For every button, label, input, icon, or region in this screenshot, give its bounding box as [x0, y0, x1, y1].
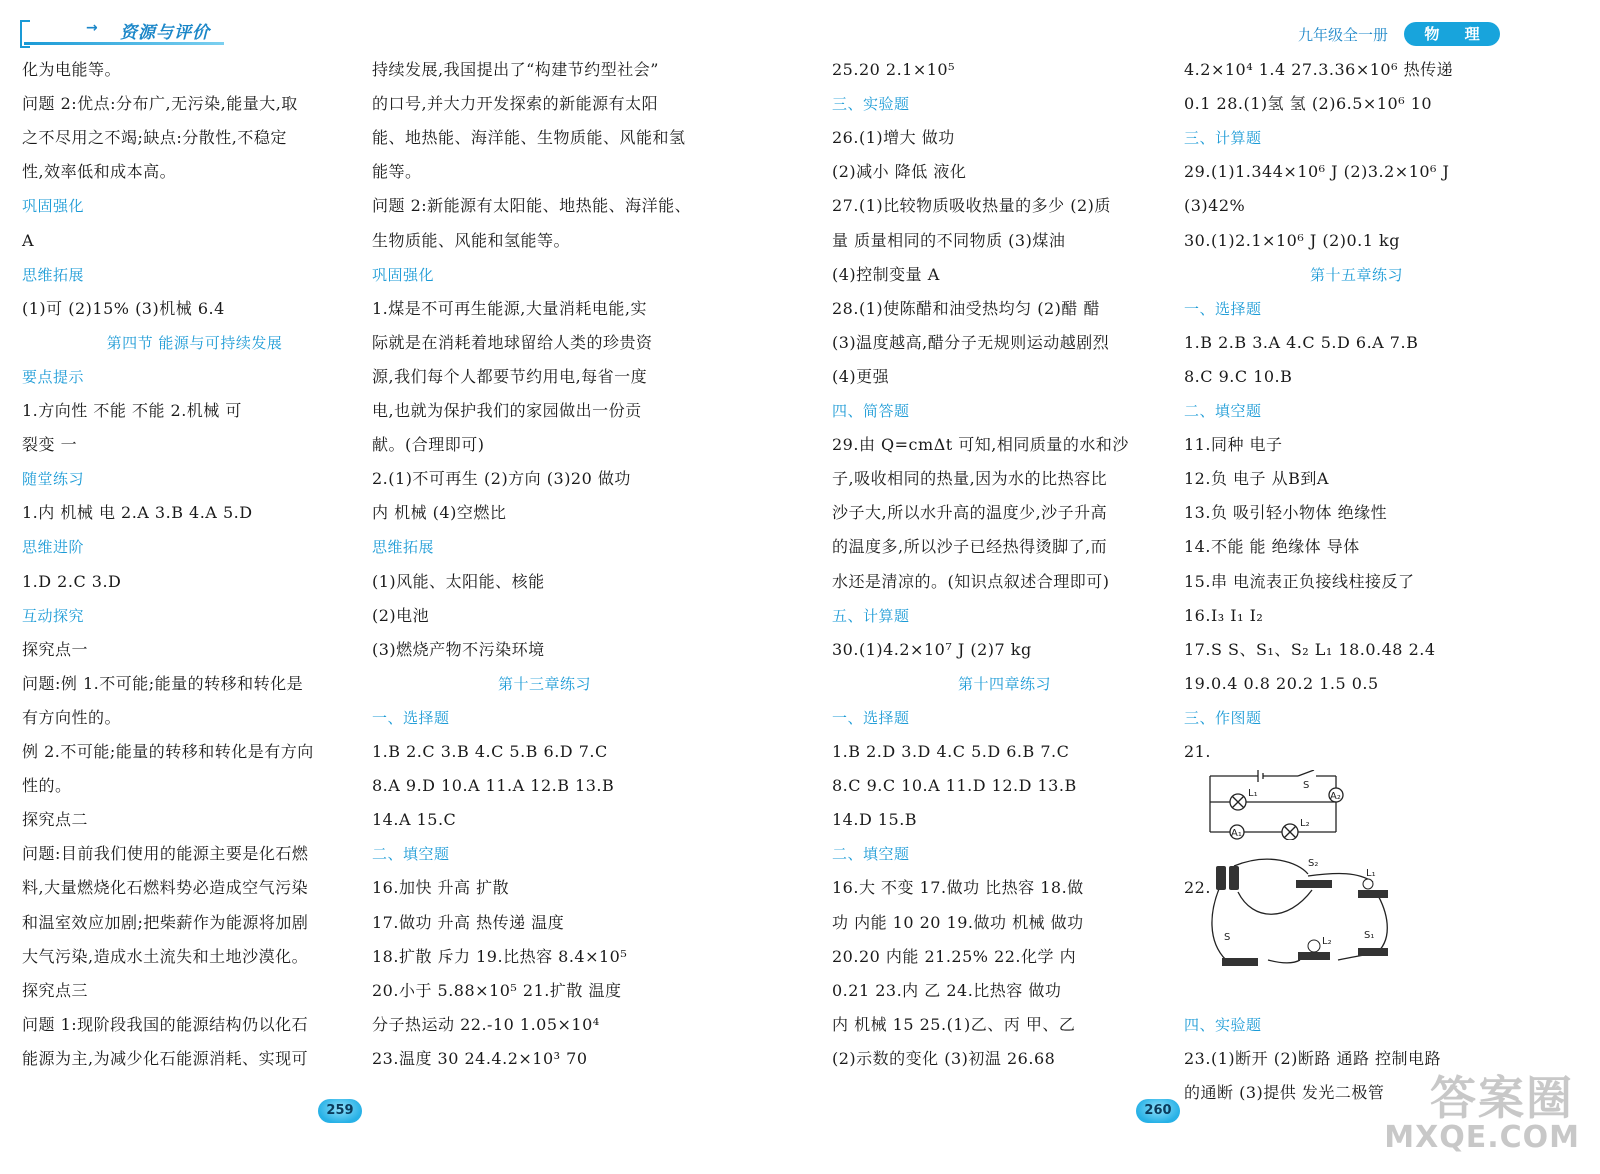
text-line: 4.2×10⁴ 1.4 27.3.36×10⁶ 热传递 — [1184, 60, 1454, 79]
text-line: (2)示数的变化 (3)初温 26.68 — [832, 1048, 1056, 1068]
text-line: 2.(1)不可再生 (2)方向 (3)20 做功 — [372, 469, 631, 489]
text-line: 际就是在消耗着地球留给人类的珍贵资 — [372, 332, 653, 352]
right-page — [800, 0, 1600, 1174]
text-line: 29.(1)1.344×10⁶ J (2)3.2×10⁶ J — [1184, 162, 1450, 182]
text-line: 探究点二 — [22, 810, 89, 830]
text-line: 15.串 电流表正负接线柱接反了 — [1184, 571, 1415, 591]
text-line: 16.大 不变 17.做功 比热容 18.做 — [832, 878, 1084, 898]
text-line: 0.21 23.内 乙 24.比热容 做功 — [832, 980, 1062, 1000]
text-line: 料,大量燃烧化石燃料势必造成空气污染 — [22, 878, 309, 898]
text-line: 13.负 吸引轻小物体 绝缘性 — [1184, 503, 1388, 523]
text-line: 18.扩散 斥力 19.比热容 8.4×10⁵ — [372, 946, 628, 966]
section-heading: 二、填空题 — [1184, 402, 1262, 420]
text-line: 14.A 15.C — [372, 810, 457, 830]
text-line: 能等。 — [372, 162, 422, 182]
text-line: 问题:目前我们使用的能源主要是化石燃 — [22, 844, 309, 864]
text-line: 例 2.不可能;能量的转移和转化是有方向 — [22, 742, 314, 761]
text-line: 的温度多,所以沙子已经热得烫脚了,而 — [832, 537, 1108, 557]
text-line: 8.A 9.D 10.A 11.A 12.B 13.B — [372, 776, 615, 796]
text-line: 11.同种 电子 — [1184, 435, 1283, 455]
section-heading: 五、计算题 — [832, 606, 910, 625]
switch-s-label-22: S — [1224, 932, 1231, 943]
ammeter-a1-label: A₁ — [1231, 828, 1242, 839]
ammeter-a2-label: A₂ — [1330, 791, 1341, 802]
text-line: 水还是清凉的。(知识点叙述合理即可) — [832, 571, 1110, 591]
wiring-diagram-22 — [1208, 852, 1393, 972]
text-line: 23.(1)断开 (2)断路 通路 控制电路 — [1184, 1048, 1442, 1068]
text-line: (4)控制变量 A — [832, 264, 940, 284]
text-line: 生物质能、风能和氢能等。 — [372, 230, 571, 250]
brand-header — [20, 16, 220, 46]
text-line: 16.加快 升高 扩散 — [372, 878, 510, 898]
text-line: 8.C 9.C 10.B — [1184, 366, 1293, 386]
section-heading: 第四节 能源与可持续发展 — [106, 333, 283, 352]
text-line: (1)风能、太阳能、核能 — [372, 571, 545, 591]
brand-title: 资源与评价 — [120, 23, 210, 43]
watermark-text: 答案圈 — [1430, 1071, 1574, 1125]
page-number-left: 259 — [318, 1099, 362, 1123]
lamp-l2-label: L₂ — [1300, 818, 1310, 829]
text-line: 分子热运动 22.-10 1.05×10⁴ — [372, 1014, 600, 1034]
text-line: 1.内 机械 电 2.A 3.B 4.A 5.D — [22, 503, 253, 523]
text-line: 沙子大,所以水升高的温度少,沙子升高 — [832, 503, 1108, 523]
text-line: (4)更强 — [832, 366, 890, 386]
text-line: 0.1 28.(1)氢 氢 (2)6.5×10⁶ 10 — [1184, 94, 1433, 114]
text-line: 能源为主,为减少化石能源消耗、实现可 — [22, 1048, 309, 1068]
section-heading: 要点提示 — [22, 367, 85, 386]
section-heading: 三、计算题 — [1184, 129, 1262, 148]
section-heading: 三、作图题 — [1184, 708, 1262, 727]
switch-s1-label: S₁ — [1364, 930, 1375, 941]
text-line: 的口号,并大力开发探索的新能源有太阳 — [372, 94, 659, 114]
circuit-diagram-21 — [1208, 770, 1368, 840]
text-line: 化为电能等。 — [22, 60, 122, 79]
text-line: 14.不能 能 绝缘体 导体 — [1184, 537, 1360, 557]
text-line: 14.D 15.B — [832, 810, 918, 830]
section-heading: 一、选择题 — [372, 708, 450, 727]
text-line: 内 机械 (4)空燃比 — [372, 503, 507, 523]
grade-label: 九年级全一册 — [1297, 26, 1388, 44]
text-line: 16.I₃ I₁ I₂ — [1184, 605, 1264, 625]
page-number-right: 260 — [1136, 1099, 1180, 1123]
text-line: 12.负 电子 从B到A — [1184, 469, 1329, 489]
switch-s-label: S — [1303, 780, 1310, 791]
section-heading: 四、简答题 — [832, 402, 910, 420]
watermark-logo — [1384, 1062, 1584, 1162]
lamp-l2-label-22: L₂ — [1322, 936, 1332, 947]
text-line: 17.做功 升高 热传递 温度 — [372, 912, 565, 932]
text-line: 29.由 Q=cmΔt 可知,相同质量的水和沙 — [832, 435, 1129, 455]
text-line: 献。(合理即可) — [372, 435, 485, 455]
lamp-l1-label-22: L₁ — [1366, 868, 1376, 879]
text-line: 问题 2:新能源有太阳能、地热能、海洋能、 — [372, 196, 692, 216]
text-line: 1.D 2.C 3.D — [22, 571, 122, 591]
text-line: 问题 2:优点:分布广,无污染,能量大,取 — [22, 94, 298, 114]
text-line: 大气污染,造成水土流失和土地沙漠化。 — [22, 946, 309, 966]
text-line: A — [22, 230, 35, 250]
lamp-l1-label: L₁ — [1248, 788, 1258, 799]
text-line: 30.(1)2.1×10⁶ J (2)0.1 kg — [1184, 230, 1400, 250]
section-heading: 三、实验题 — [832, 95, 910, 114]
text-line: 性的。 — [22, 776, 72, 796]
text-line: 26.(1)增大 做功 — [832, 128, 955, 148]
text-line: 17.S S、S₁、S₂ L₁ 18.0.48 2.4 — [1184, 639, 1436, 659]
section-heading: 思维进阶 — [22, 538, 85, 557]
text-line: (3)42% — [1184, 196, 1246, 216]
section-heading: 第十四章练习 — [957, 674, 1051, 693]
text-line: 子,吸收相同的热量,因为水的比热容比 — [832, 469, 1108, 489]
text-line: 电,也就为保护我们的家园做出一份贡 — [372, 401, 642, 420]
text-line: 探究点三 — [22, 980, 89, 1000]
text-line: (2)电池 — [372, 605, 430, 625]
text-line: 28.(1)使陈醋和油受热均匀 (2)醋 醋 — [832, 298, 1100, 318]
text-line: 的通断 (3)提供 发光二极管 — [1184, 1083, 1385, 1102]
section-heading: 巩固强化 — [22, 197, 85, 216]
text-line: (2)减小 降低 液化 — [832, 162, 967, 182]
text-line: 20.20 内能 21.25% 22.化学 内 — [832, 946, 1077, 966]
text-line: 源,我们每个人都要节约用电,每省一度 — [372, 366, 648, 386]
section-heading: 思维拓展 — [372, 538, 435, 557]
text-line: 性,效率低和成本高。 — [22, 162, 177, 182]
section-heading: 一、选择题 — [1184, 299, 1262, 318]
text-line: 21. — [1184, 742, 1211, 761]
section-heading: 第十五章练习 — [1309, 265, 1403, 284]
section-heading: 四、实验题 — [1184, 1015, 1262, 1034]
section-heading: 随堂练习 — [22, 470, 85, 489]
text-line: 内 机械 15 25.(1)乙、丙 甲、乙 — [832, 1014, 1076, 1034]
section-heading: 二、填空题 — [372, 845, 450, 864]
section-heading: 第十三章练习 — [497, 674, 591, 693]
text-line: 1.煤是不可再生能源,大量消耗电能,实 — [372, 298, 647, 318]
switch-s2-label: S₂ — [1308, 858, 1319, 869]
text-line: 1.B 2.D 3.D 4.C 5.D 6.B 7.C — [832, 742, 1070, 761]
text-line: 8.C 9.C 10.A 11.D 12.D 13.B — [832, 776, 1077, 796]
text-line: 1.B 2.C 3.B 4.C 5.B 6.D 7.C — [372, 742, 608, 761]
text-line: 持续发展,我国提出了“构建节约型社会” — [372, 60, 659, 79]
text-line: 22. — [1184, 878, 1211, 898]
text-line: 25.20 2.1×10⁵ — [832, 60, 956, 79]
watermark-url: MXQE.COM — [1384, 1120, 1580, 1155]
text-line: 问题 1:现阶段我国的能源结构仍以化石 — [22, 1014, 309, 1034]
arrow-icon: → — [86, 20, 98, 36]
text-line: 19.0.4 0.8 20.2 1.5 0.5 — [1184, 673, 1379, 693]
section-heading: 二、填空题 — [832, 845, 910, 864]
text-line: (1)可 (2)15% (3)机械 6.4 — [22, 298, 225, 318]
text-line: 1.方向性 不能 不能 2.机械 可 — [22, 401, 242, 420]
text-line: 探究点一 — [22, 639, 89, 659]
subject-badge: 物 理 — [1404, 22, 1500, 46]
section-heading: 思维拓展 — [22, 265, 85, 284]
text-line: 23.温度 30 24.4.2×10³ 70 — [372, 1048, 588, 1068]
section-heading: 巩固强化 — [372, 265, 435, 284]
section-heading: 互动探究 — [22, 606, 85, 625]
text-line: 和温室效应加剧;把柴薪作为能源将加剧 — [22, 912, 309, 932]
text-line: 27.(1)比较物质吸收热量的多少 (2)质 — [832, 196, 1111, 216]
text-line: 有方向性的。 — [22, 707, 122, 727]
text-line: (3)温度越高,醋分子无规则运动越剧烈 — [832, 332, 1110, 352]
text-line: 能、地热能、海洋能、生物质能、风能和氢 — [372, 128, 686, 148]
section-heading: 一、选择题 — [832, 708, 910, 727]
text-line: 1.B 2.B 3.A 4.C 5.D 6.A 7.B — [1184, 332, 1419, 352]
text-line: 20.小于 5.88×10⁵ 21.扩散 温度 — [372, 980, 622, 1000]
text-line: 之不尽用之不竭;缺点:分散性,不稳定 — [22, 128, 287, 148]
text-line: 功 内能 10 20 19.做功 机械 做功 — [832, 912, 1084, 932]
text-line: 裂变 一 — [22, 435, 78, 455]
text-line: 30.(1)4.2×10⁷ J (2)7 kg — [832, 639, 1032, 659]
text-line: (3)燃烧产物不污染环境 — [372, 639, 545, 659]
text-line: 问题:例 1.不可能;能量的转移和转化是 — [22, 673, 304, 693]
text-line: 量 质量相同的不同物质 (3)煤油 — [832, 230, 1066, 250]
